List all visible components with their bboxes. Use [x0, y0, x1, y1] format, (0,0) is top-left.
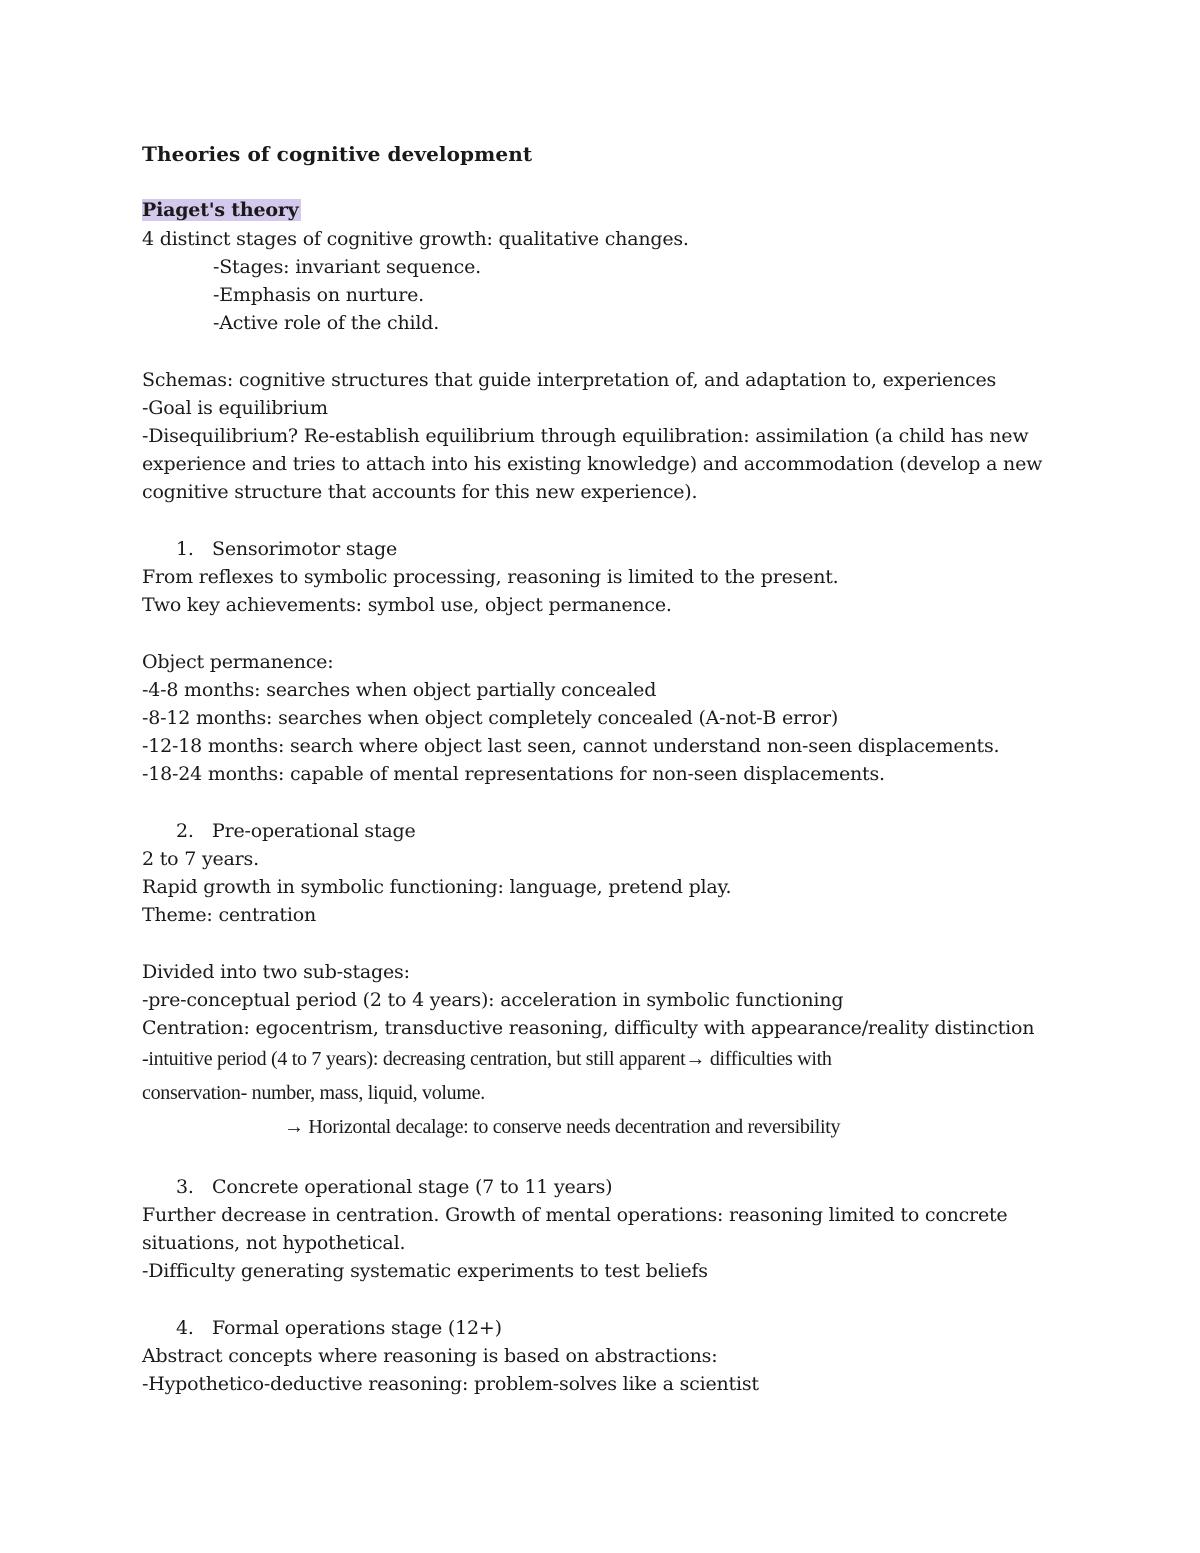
- stage-heading-text: Formal operations stage (12+): [212, 1316, 502, 1339]
- list-number: 2.: [176, 819, 194, 842]
- stage-heading-text: Sensorimotor stage: [212, 537, 398, 560]
- schemas-line: -Disequilibrium? Re-establish equilibrium through equilibration: assimilation (a child has new: [142, 425, 1029, 447]
- section-heading-piaget: Piaget's theory: [142, 199, 299, 222]
- list-number: 1.: [176, 537, 194, 560]
- schemas-line: experience and tries to attach into his existing knowledge) and accommodation (develop a new: [142, 453, 1043, 476]
- stage-4-line: -Hypothetico-deductive reasoning: problem-solves like a scientist: [142, 1373, 759, 1395]
- object-permanence-line: Object permanence:: [142, 650, 334, 673]
- stage-heading-text: Pre-operational stage: [212, 819, 416, 842]
- stage-4-line: Abstract concepts where reasoning is based on abstractions:: [142, 1344, 718, 1367]
- stage-3-line: Further decrease in centration. Growth of mental operations: reasoning limited to concrete: [142, 1203, 1008, 1226]
- blank-line: [142, 1285, 1062, 1313]
- stage-2-line: Rapid growth in symbolic functioning: language, pretend play.: [142, 876, 732, 899]
- blank-line: [142, 507, 1062, 535]
- intro-text: 4 distinct stages of cognitive growth: qualitative changes.: [142, 227, 689, 250]
- blank-line: [142, 1144, 1062, 1172]
- list-number: 4.: [176, 1316, 194, 1339]
- stage-2-line: 2 to 7 years.: [142, 848, 259, 870]
- stage-2-line: Theme: centration: [142, 904, 317, 927]
- stage-2-heading: [142, 817, 1062, 845]
- stage-1-line: Two key achievements: symbol use, object permanence.: [142, 594, 672, 617]
- blank-line: [142, 168, 1062, 196]
- object-permanence-line: -18-24 months: capable of mental representations for non-seen displacements.: [142, 763, 885, 786]
- blank-line: [142, 619, 1062, 647]
- intro-point: -Active role of the child.: [213, 312, 440, 335]
- stage-3-heading: [142, 1173, 1062, 1201]
- substage-line: Centration: egocentrism, transductive reasoning, difficulty with appearance/reality distinction: [142, 1017, 1035, 1040]
- stage-1-line: From reflexes to symbolic processing, reasoning is limited to the present.: [142, 566, 839, 588]
- blank-line: [142, 789, 1062, 817]
- section-heading-line: [142, 196, 1062, 224]
- substage-line: Divided into two sub-stages:: [142, 960, 410, 983]
- intuitive-period-line: -intuitive period (4 to 7 years): decreasing centration, but still apparent→ difficulties with: [142, 1048, 832, 1071]
- object-permanence-line: -4-8 months: searches when object partially concealed: [142, 678, 657, 701]
- schemas-line: cognitive structure that accounts for this new experience).: [142, 481, 698, 504]
- intro-point: -Emphasis on nurture.: [213, 284, 424, 306]
- object-permanence-line: -8-12 months: searches when object completely concealed (A-not-B error): [142, 707, 839, 729]
- stage-1-heading: [142, 535, 1062, 563]
- stage-4-heading: [142, 1314, 1062, 1342]
- stage-3-line: situations, not hypothetical.: [142, 1232, 406, 1254]
- list-number: 3.: [176, 1175, 194, 1198]
- blank-line: [142, 930, 1062, 958]
- stage-heading-text: Concrete operational stage (7 to 11 years): [212, 1175, 613, 1198]
- document-page: [142, 140, 1062, 1398]
- document-title: Theories of cognitive development: [142, 142, 533, 166]
- substage-line: -pre-conceptual period (2 to 4 years): acceleration in symbolic functioning: [142, 989, 844, 1011]
- horizontal-decalage-line: → Horizontal decalage: to conserve needs decentration and reversibility: [284, 1116, 841, 1139]
- stage-3-line: -Difficulty generating systematic experiments to test beliefs: [142, 1260, 708, 1283]
- blank-line: [142, 337, 1062, 365]
- intuitive-period-line: conservation- number, mass, liquid, volume.: [142, 1082, 485, 1105]
- schemas-line: Schemas: cognitive structures that guide interpretation of, and adaptation to, experiences: [142, 368, 997, 391]
- intro-point: -Stages: invariant sequence.: [213, 255, 481, 278]
- object-permanence-line: -12-18 months: search where object last seen, cannot understand non-seen displacements.: [142, 735, 1000, 758]
- schemas-line: -Goal is equilibrium: [142, 396, 328, 419]
